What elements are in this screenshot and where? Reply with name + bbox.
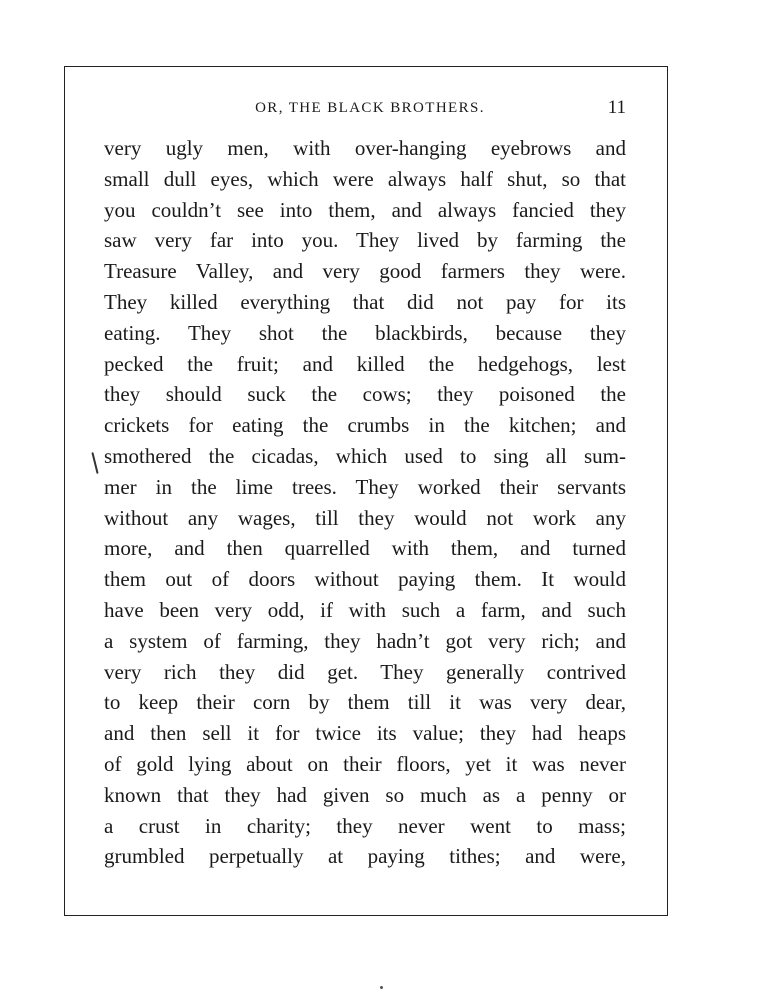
text-line: and then sell it for twice its value; they had heaps — [104, 721, 626, 746]
text-line: smothered the cicadas, which used to sing all sum- — [104, 443, 626, 468]
paper-speck — [380, 986, 383, 989]
text-line: without any wages, till they would not work any — [104, 505, 626, 530]
text-line: small dull eyes, which were always half shut, so that — [104, 166, 626, 191]
text-line: saw very far into you. They lived by farming the — [104, 228, 626, 253]
text-line: you couldn’t see into them, and always fancied they — [104, 197, 626, 222]
text-line: crickets for eating the crumbs in the kitchen; and — [104, 413, 626, 438]
text-line: of gold lying about on their floors, yet it was never — [104, 751, 626, 776]
text-line: They killed everything that did not pay for its — [104, 289, 626, 314]
running-title: OR, THE BLACK BROTHERS. — [255, 100, 485, 116]
text-line: grumbled perpetually at paying tithes; and were, — [104, 844, 626, 869]
text-line: they should suck the cows; they poisoned the — [104, 382, 626, 407]
text-line: pecked the fruit; and killed the hedgehogs, lest — [104, 351, 626, 376]
text-line: known that they had given so much as a penny or — [104, 782, 626, 807]
text-line: Treasure Valley, and very good farmers they were. — [104, 259, 626, 284]
text-line: a system of farming, they hadn’t got very rich; and — [104, 628, 626, 653]
text-line: very ugly men, with over-hanging eyebrows and — [104, 136, 626, 160]
text-line: more, and then quarrelled with them, and turned — [104, 536, 626, 561]
text-line: eating. They shot the blackbirds, because they — [104, 320, 626, 345]
page-number: 11 — [607, 97, 626, 118]
text-line: mer in the lime trees. They worked their servants — [104, 474, 626, 499]
text-line: have been very odd, if with such a farm, and such — [104, 597, 626, 622]
text-line: them out of doors without paying them. It would — [104, 567, 626, 592]
text-line: very rich they did get. They generally contrived — [104, 659, 626, 684]
body-text — [104, 133, 626, 872]
text-line: a crust in charity; they never went to mass; — [104, 813, 626, 838]
text-line: to keep their corn by them till it was very dear, — [104, 690, 626, 715]
running-head — [104, 94, 626, 122]
